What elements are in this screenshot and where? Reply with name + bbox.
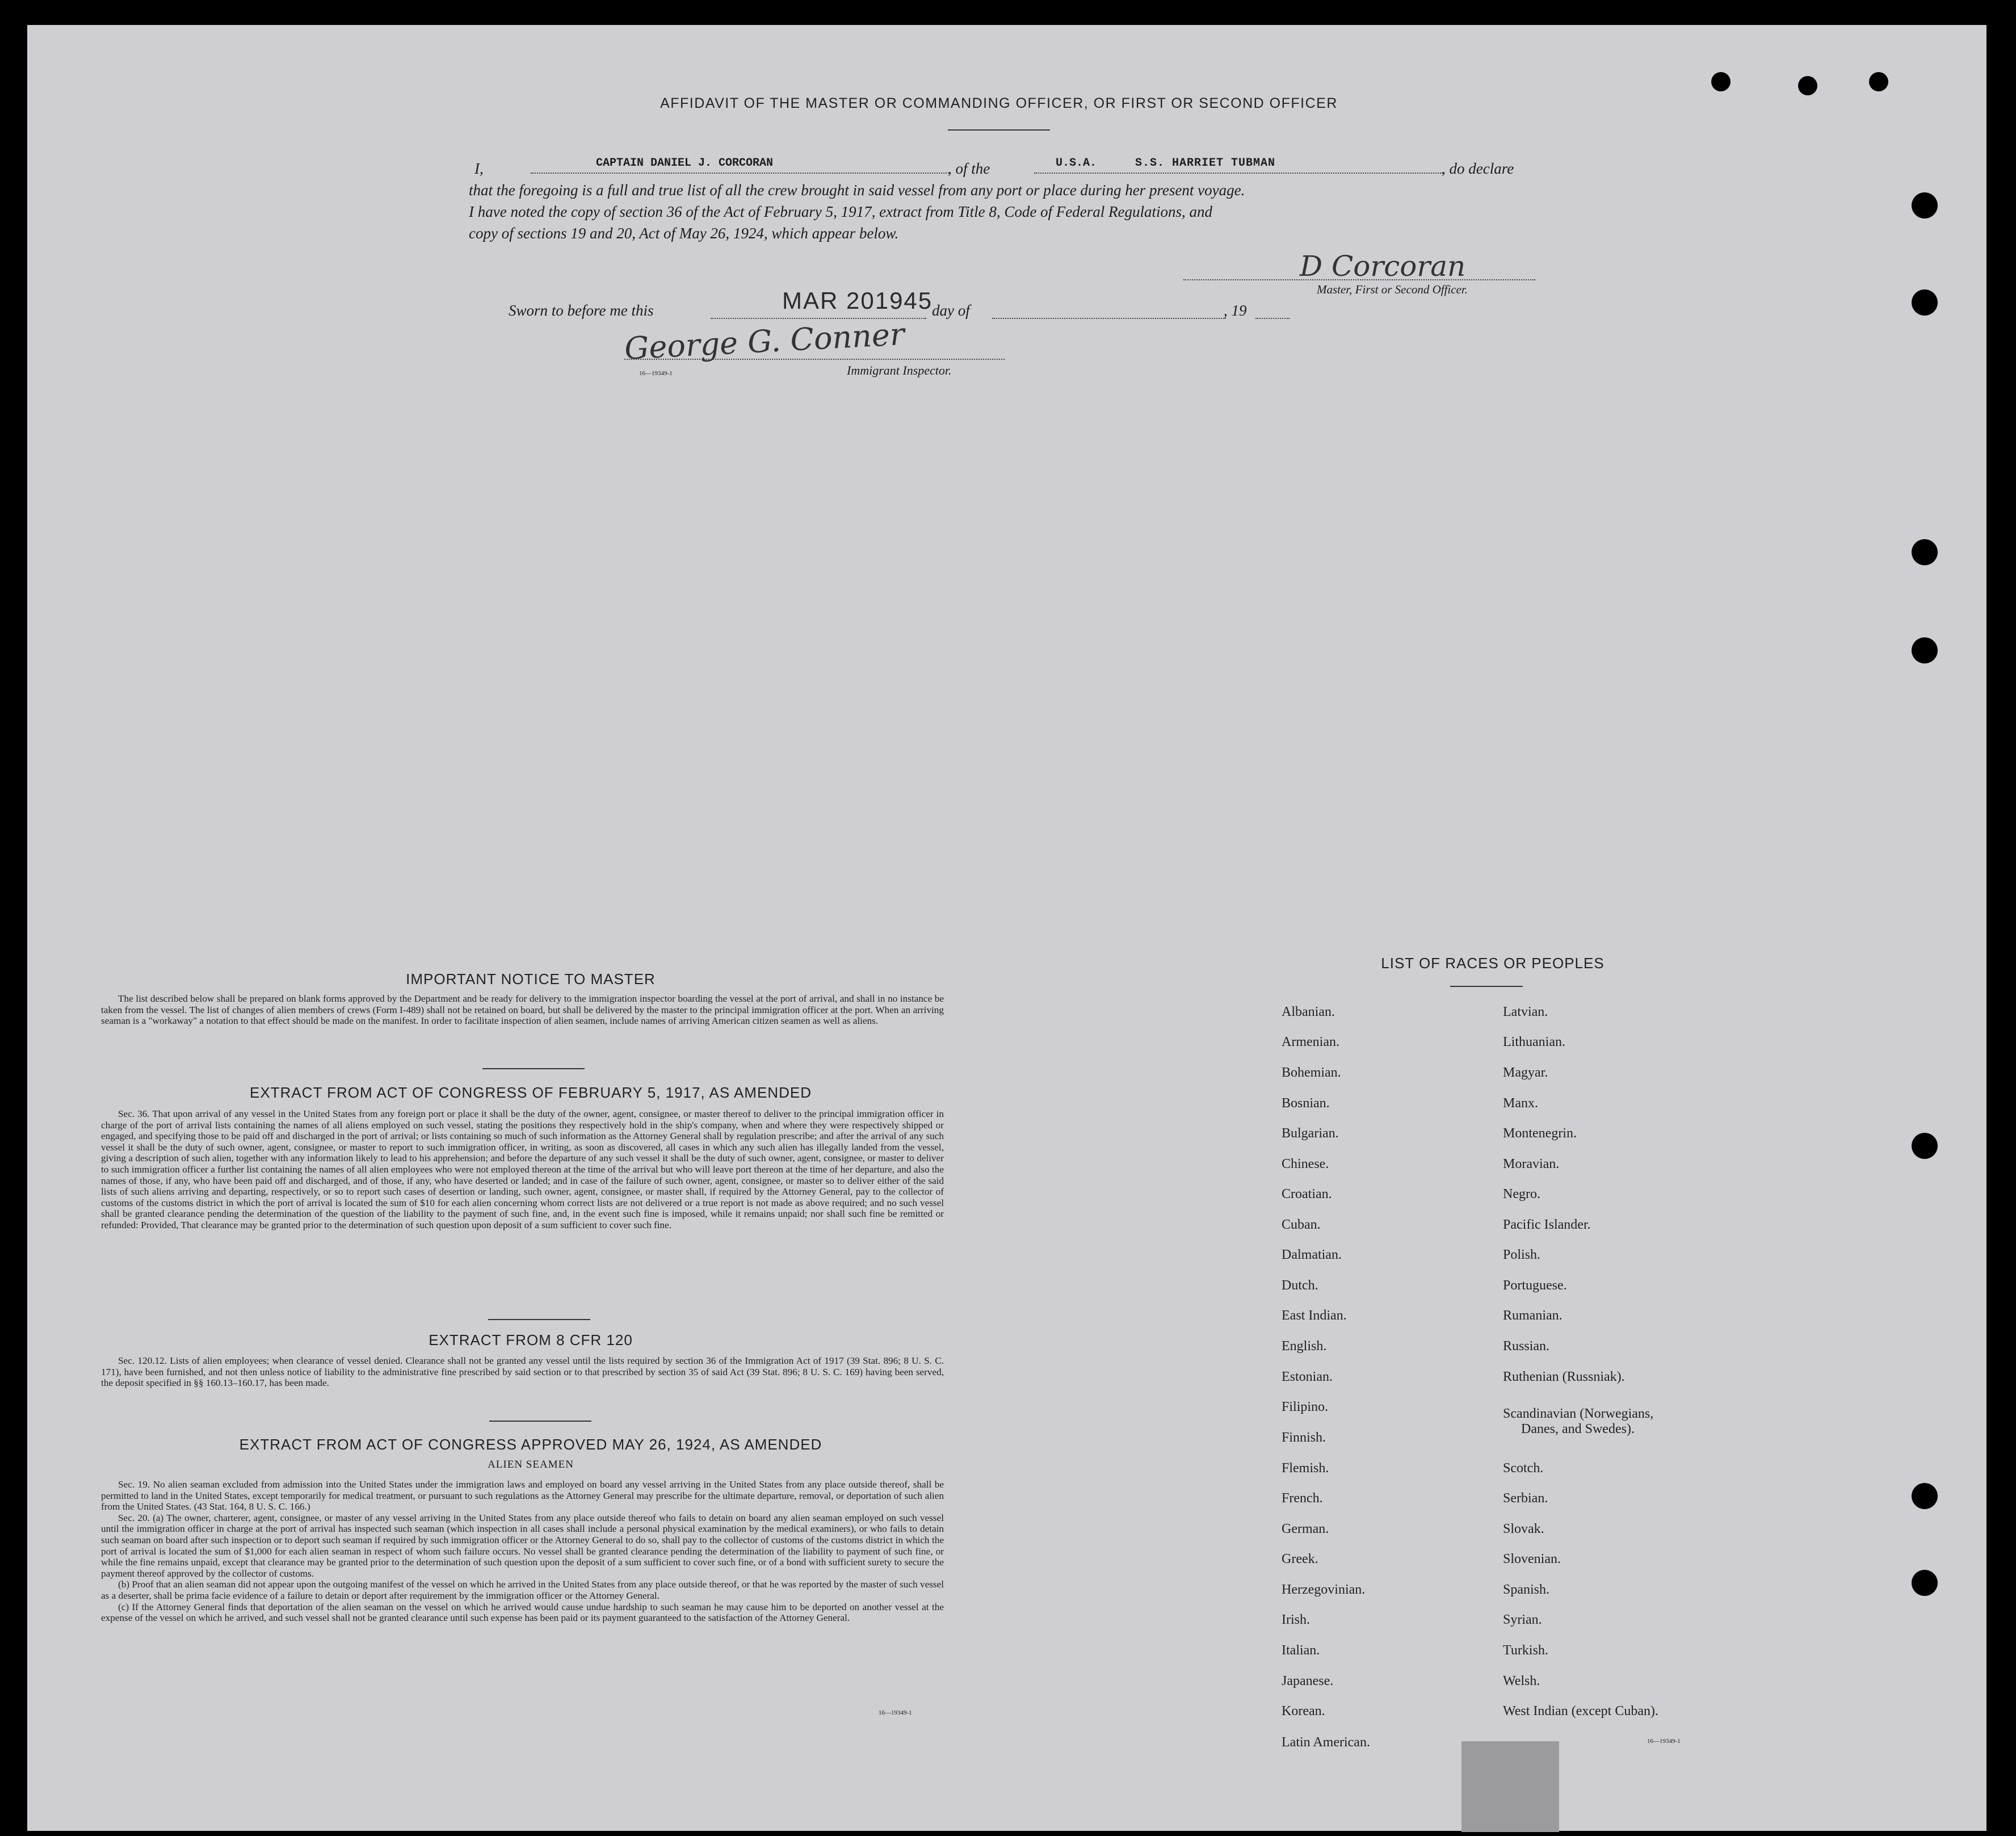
binder-hole-icon (1912, 1570, 1938, 1596)
master-name: CAPTAIN DANIEL J. CORCORAN (596, 157, 774, 170)
extract-cfr-divider (489, 1421, 591, 1422)
race-item: Slovenian. (1503, 1552, 1561, 1566)
sworn-month-line (992, 318, 1226, 319)
race-item: Latvian. (1503, 1005, 1548, 1019)
race-item: Danes, and Swedes). (1521, 1422, 1635, 1436)
race-item: Japanese. (1282, 1674, 1334, 1688)
race-item: Armenian. (1282, 1035, 1339, 1049)
binder-hole-icon (1912, 289, 1938, 316)
race-item: Dalmatian. (1282, 1247, 1342, 1262)
scan-patch (1461, 1741, 1559, 1832)
race-item: Bulgarian. (1282, 1126, 1339, 1141)
race-item: Greek. (1282, 1552, 1318, 1566)
race-item: Bosnian. (1282, 1096, 1330, 1111)
binder-hole-icon (1912, 539, 1938, 565)
race-item: Spanish. (1503, 1582, 1550, 1597)
race-item: Bohemian. (1282, 1065, 1341, 1080)
extract-1917-heading: EXTRACT FROM ACT OF CONGRESS OF FEBRUARY 5, 1917, AS AMENDED (250, 1084, 812, 1101)
race-item: Pacific Islander. (1503, 1217, 1591, 1232)
extract-1917-divider (488, 1319, 590, 1320)
race-item: Irish. (1282, 1612, 1310, 1627)
extract-1917-paragraph: Sec. 36. That upon arrival of any vessel in the United States from any foreign port or place it shall be the duty of the owner, agent, consignee, or master thereof to deliver to the principal immigration officer in charge of the port of arrival lists containing the names of all aliens employed on such vessel, stating the positions they respectively hold in the ship's company, when and where they were respectively shipped or engaged, and specifying those to be paid off and discharged in the port of arrival; or lists containing so much of such information as the Attorney General shall by regulation prescribe; and after the arrival of any such vessel it shall be the duty of such owner, agent, consignee, or master to report to such immigration officer, in writing, as soon as discovered, all cases in which any such alien has illegally landed from the vessel, giving a description of such alien, together with any information likely to lead to his apprehension; and before the departure of any such vessel it shall be the duty of such owner, agent, consignee, or master to deliver to such immigration officer a further list containing the names of all alien employees who were not employed thereon at the time of the arrival but who will leave port thereon at the time of her departure, and also the names of those, if any, who have been paid off and discharged, and of those, if any, who have deserted or landed; and in case of the failure of such owner, agent, consignee, or master so to deliver either of the said lists of such aliens arriving and departing, respectively, or so to report such cases of desertion or landing, such owner, agent, consignee, or master shall, if required by the Attorney General, pay to the collector of customs of the customs district in which the port of arrival is located the sum of $10 for each alien concerning whom correct lists are not delivered or a true report is not made as above required; and no such vessel shall be granted clearance pending the determination of the question of the liability to the payment of such fine, and, in the event such fine is imposed, while it remains unpaid; nor shall such fine be remitted or refunded: Provided, That clearance may be granted prior to the determination of such question upon deposit of a sum sufficient to cover such fine. (101, 1108, 944, 1230)
race-item: English. (1282, 1339, 1327, 1354)
race-item: Syrian. (1503, 1612, 1542, 1627)
do-declare-label: , do declare (1442, 160, 1514, 177)
notice-paragraph: The list described below shall be prepared on blank forms approved by the Department and be ready for delivery to the immigration inspector boarding the vessel at the port of arrival, and shall in no instance be taken from the vessel. The list of changes of alien members of crews (Form I-489) shall not be retained on board, but shall be delivered by the master to the principal immigration officer at the port. When an arriving seaman is a "workaway" a notation to that effect should be made on the manifest. In order to facilitate inspection of alien seamen, include names of arriving American citizen seamen as well as aliens. (101, 993, 944, 1027)
race-item: Welsh. (1503, 1674, 1540, 1688)
master-signature: D Corcoran (1300, 250, 1466, 283)
race-item: Estonian. (1282, 1369, 1333, 1384)
race-item: Scandinavian (Norwegians, (1503, 1406, 1654, 1421)
inspector-signature-line (624, 359, 1005, 360)
binder-hole-icon (1912, 637, 1938, 663)
race-item: East Indian. (1282, 1308, 1347, 1323)
title-divider (948, 129, 1050, 131)
inspector-signature: George G. Conner (623, 316, 906, 367)
master-name-line (531, 173, 951, 174)
race-item: Montenegrin. (1503, 1126, 1577, 1141)
extract-1924-sec20b: (b) Proof that an alien seaman did not appear upon the outgoing manifest of the vessel on which he arrived in the United States from any place outside thereof, or that he was reported by the master of such vessel as a deserter, shall be prima facie evidence of a failure to detain or deport after requirement by the immigration officer or the Attorney General. (101, 1579, 944, 1601)
year-prefix: , 19 (1224, 302, 1247, 319)
race-item: Korean. (1282, 1704, 1325, 1719)
sworn-year-line (1255, 318, 1290, 319)
race-item: Manx. (1503, 1096, 1538, 1111)
race-item: Portuguese. (1503, 1278, 1567, 1293)
extract-1924-heading: EXTRACT FROM ACT OF CONGRESS APPROVED MAY 26, 1924, AS AMENDED (239, 1436, 822, 1453)
inspector-caption: Immigrant Inspector. (847, 363, 952, 377)
extract-1924-sec20c: (c) If the Attorney General finds that deportation of the alien seaman on the vessel on which he arrived would cause undue hardship to such seaman he may cause him to be deported on another vessel at the expense of the vessel on which he arrived, and such vessel shall not be granted clearance until such expense has been paid or its payment guaranteed to the satisfaction of the Attorney General. (101, 1601, 944, 1624)
race-item: Herzegovinian. (1282, 1582, 1366, 1597)
race-item: Ruthenian (Russniak). (1503, 1369, 1625, 1384)
declaration-line-3: copy of sections 19 and 20, Act of May 26, 1924, which appear below. (469, 225, 899, 242)
race-item: Latin American. (1282, 1735, 1370, 1750)
race-item: Flemish. (1282, 1461, 1329, 1476)
vessel-line (1034, 173, 1443, 174)
day-of-label: day of (932, 302, 970, 319)
notice-body (101, 993, 944, 1027)
binder-hole-icon (1912, 1133, 1938, 1159)
races-heading: LIST OF RACES OR PEOPLES (1381, 955, 1605, 972)
extract-cfr-body (101, 1355, 944, 1389)
vessel-name: S.S. HARRIET TUBMAN (1135, 157, 1276, 170)
binder-hole-icon (1912, 192, 1938, 219)
race-item: Moravian. (1503, 1157, 1560, 1171)
race-item: Magyar. (1503, 1065, 1548, 1080)
sworn-date-stamp: MAR 201945 (782, 287, 933, 314)
race-item: Rumanian. (1503, 1308, 1563, 1323)
master-signature-caption: Master, First or Second Officer. (1317, 283, 1468, 296)
i-label: I, (474, 160, 484, 177)
extract-1924-form-number: 16—19349-1 (879, 1709, 912, 1716)
race-item: Italian. (1282, 1643, 1320, 1658)
race-item: Finnish. (1282, 1430, 1326, 1445)
sworn-label: Sworn to before me this (509, 302, 654, 319)
binder-hole-icon (1711, 72, 1731, 91)
race-item: Filipino. (1282, 1400, 1329, 1414)
race-item: West Indian (except Cuban). (1503, 1704, 1658, 1719)
extract-1924-body (101, 1479, 944, 1624)
race-item: Chinese. (1282, 1157, 1329, 1171)
race-item: German. (1282, 1522, 1329, 1536)
race-item: Scotch. (1503, 1461, 1544, 1476)
binder-hole-icon (1798, 76, 1817, 95)
declaration-line-1: that the foregoing is a full and true list of all the crew brought in said vessel from any port or place during her present voyage. (469, 182, 1245, 199)
race-item: Turkish. (1503, 1643, 1548, 1658)
affidavit-title: AFFIDAVIT OF THE MASTER OR COMMANDING OFFICER, OR FIRST OR SECOND OFFICER (660, 95, 1338, 111)
race-item: Lithuanian. (1503, 1035, 1565, 1049)
binder-hole-icon (1869, 72, 1888, 91)
vessel-flag: U.S.A. (1056, 157, 1097, 170)
races-form-number: 16—19349-1 (1647, 1738, 1681, 1745)
races-divider (1450, 986, 1523, 987)
extract-1924-sec20a: Sec. 20. (a) The owner, charterer, agent, consignee, or master of any vessel arriving in the United States from any place outside thereof who fails to detain on board any alien seaman employed on such vessel until the immigration officer in charge at the port of arrival has inspected such seaman (which inspection in all cases shall include a personal physical examination by the medical examiners), or who fails to detain such seaman on board after such inspection or to deport such seaman if required by such immigration officer or the Attorney General to do so, shall pay to the collector of customs of the customs district in which the port of arrival is located the sum of $1,000 for each alien seaman in respect of whom such failure occurs. No vessel shall be granted clearance pending the determination of the liability to payment of such fine, or while the fine remains unpaid, except that clearance may be granted prior to the determination of such question upon the deposit of a sum sufficient to cover such fine, or of a bond with sufficient surety to secure the payment thereof approved by the collector of customs. (101, 1512, 944, 1579)
notice-heading: IMPORTANT NOTICE TO MASTER (406, 970, 656, 988)
declaration-line-2: I have noted the copy of section 36 of the Act of February 5, 1917, extract from Title 8, Code of Federal Regulations, and (469, 203, 1213, 220)
race-item: Cuban. (1282, 1217, 1321, 1232)
notice-divider (482, 1068, 585, 1069)
race-item: Dutch. (1282, 1278, 1318, 1293)
race-item: Croatian. (1282, 1187, 1332, 1201)
race-item: Russian. (1503, 1339, 1550, 1354)
race-item: Slovak. (1503, 1522, 1544, 1536)
extract-cfr-paragraph: Sec. 120.12. Lists of alien employees; when clearance of vessel denied. Clearance shall not be granted any vessel until the lists required by section 36 of the Immigration Act of 1917 (39 Stat. 896; 8 U. S. C. 171), have been furnished, and not then unless notice of liability to the administrative fine prescribed by said section or to that prescribed by section 35 of said Act (39 Stat. 896; 8 U. S. C. 169) having been served, the deposit specified in §§ 160.13–160.17, has been made. (101, 1355, 944, 1389)
race-item: Serbian. (1503, 1491, 1548, 1506)
race-item: Negro. (1503, 1187, 1540, 1201)
extract-1924-subheading: ALIEN SEAMEN (488, 1459, 574, 1471)
extract-cfr-heading: EXTRACT FROM 8 CFR 120 (429, 1331, 633, 1348)
inspector-form-number: 16—19349-1 (639, 370, 673, 377)
race-item: Albanian. (1282, 1005, 1335, 1019)
race-item: Polish. (1503, 1247, 1541, 1262)
binder-hole-icon (1912, 1483, 1938, 1509)
extract-1917-body (101, 1108, 944, 1231)
race-item: French. (1282, 1491, 1323, 1506)
extract-1924-sec19: Sec. 19. No alien seaman excluded from admission into the United States under the immigration laws and employed on board any vessel arriving in the United States from any place outside thereof, shall be permitted to land in the United States, except temporarily for medical treatment, or pursuant to such regulations as the Attorney General may prescribe for the ultimate departure, removal, or deportation of such alien from the United States. (43 Stat. 164, 8 U. S. C. 166.) (101, 1479, 944, 1513)
of-the-label: , of the (948, 160, 990, 177)
